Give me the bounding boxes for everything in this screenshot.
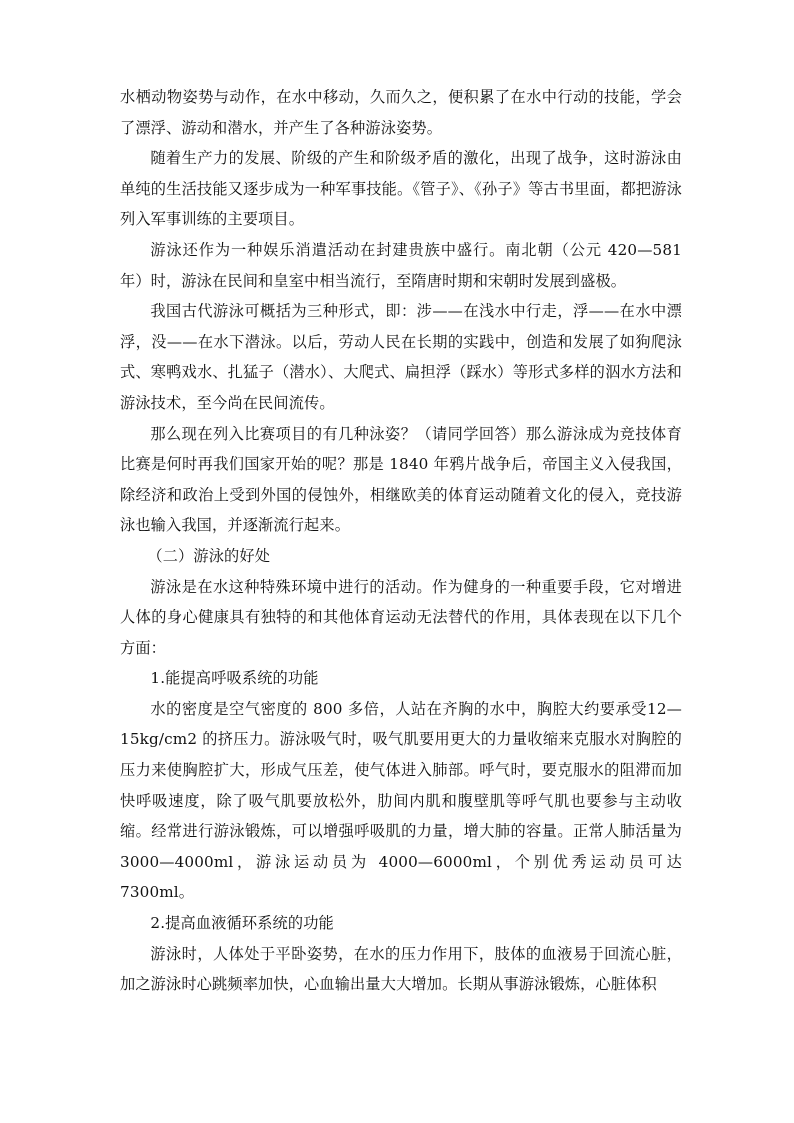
paragraph-military-skill: 随着生产力的发展、阶级的产生和阶级矛盾的激化，出现了战争，这时游泳由单纯的生活技能又逐步成为一种军事技能。《管子》、《孙子》等古书里面，都把游泳列入军事训练的主要项目。	[120, 149, 682, 229]
paragraph-ancient-forms: 我国古代游泳可概括为三种形式，即：涉——在浅水中行走，浮——在水中漂浮，没——在水下潜泳。以后，劳动人民在长期的实践中，创造和发展了如狗爬泳式、寒鸭戏水、扎猛子（潜水）、大爬式、扁担浮（踩水）等形式多样的泅水方法和游泳技术，至今尚在民间流传。	[120, 302, 682, 412]
paragraph-competitive-swimming: 那么现在列入比赛项目的有几种泳姿？（请同学回答）那么游泳成为竞技体育比赛是何时再我们国家开始的呢？那是 1840 年鸦片战争后，帝国主义入侵我国，除经济和政治上受到外国的侵蚀外，相继欧美的体育运动随着文化的侵入，竞技游泳也输入我国，并逐渐流行起来。	[120, 424, 682, 535]
subheading-respiratory: 1.能提高呼吸系统的功能	[150, 669, 319, 688]
paragraph-respiratory: 水的密度是空气密度的 800 多倍，人站在齐胸的水中，胸腔大约要承受12—15kg/cm2 的挤压力。游泳吸气时，吸气肌要用更大的力量收缩来克服水对胸腔的压力来使胸腔扩大，形成气压差，使气体进入肺部。呼气时，要克服水的阻滞而加快呼吸速度，除了吸气肌要放松外，肋间内肌和腹壁肌等呼气肌也要参与主动收缩。经常进行游泳锻炼，可以增强呼吸肌的力量，增大肺的容量。正常人肺活量为 3000—4000ml，游泳运动员为 4000—6000ml，个别优秀运动员可达7300ml。	[120, 699, 682, 902]
document-page	[120, 82, 682, 1000]
subheading-circulatory: 2.提高血液循环系统的功能	[150, 914, 334, 933]
section-heading-benefits: （二）游泳的好处	[147, 546, 271, 565]
paragraph-aquatic-skills: 水栖动物姿势与动作，在水中移动，久而久之，便积累了在水中行动的技能，学会了漂浮、游动和潜水，并产生了各种游泳姿势。	[120, 88, 682, 137]
paragraph-entertainment: 游泳还作为一种娱乐消遣活动在封建贵族中盛行。南北朝（公元 420—581 年）时，游泳在民间和皇室中相当流行，至隋唐时期和宋朝时发展到盛极。	[120, 240, 682, 290]
paragraph-benefits-intro: 游泳是在水这种特殊环境中进行的活动。作为健身的一种重要手段，它对增进人体的身心健康具有独特的和其他体育运动无法替代的作用，具体表现在以下几个方面：	[120, 577, 682, 657]
paragraph-circulatory: 游泳时，人体处于平卧姿势，在水的压力作用下，肢体的血液易于回流心脏，加之游泳时心跳频率加快，心血输出量大大增加。长期从事游泳锻炼，心脏体积	[120, 944, 682, 994]
